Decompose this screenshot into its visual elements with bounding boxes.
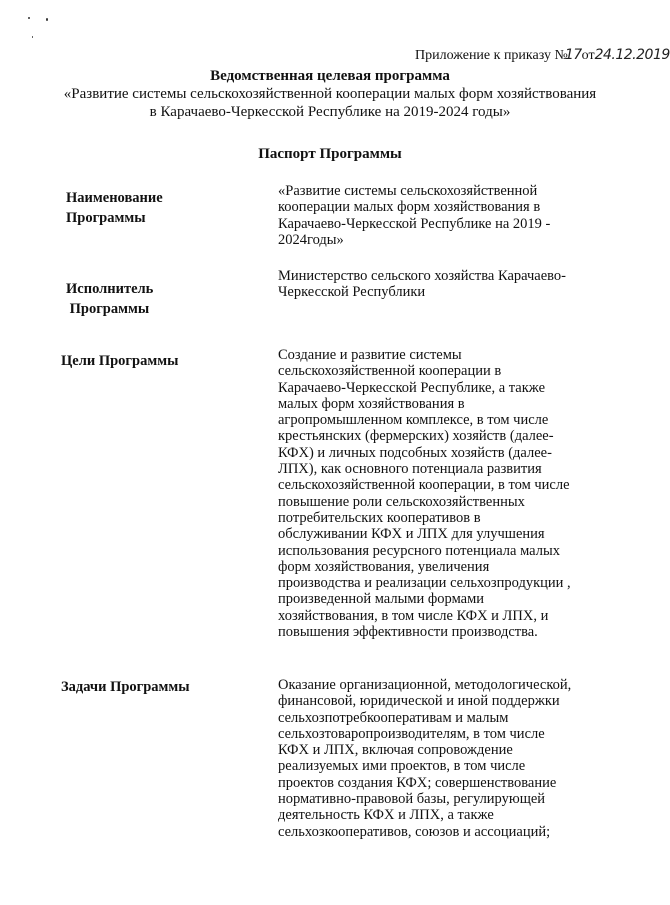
row-value-goals: Создание и развитие системы сельскохозяйственной кооперации в Карачаево-Черкесской Республике, а также малых форм хозяйствования в агропромышленном комплексе, в том числе крестьянских (фермерских) хозяйств (далее- КФХ) и личных подсобных хозяйств (далее- ЛПХ), как основного потенциала развития сельскохозяйственной кооперации, в том числе повышение роли сельскохозяйственных потребительских кооперативов в обслуживании КФХ и ЛПХ для улучшения использования ресурсного потенциала малых форм хозяйствования, увеличения производства и реализации сельхозпродукции , произведенной малыми формами хозяйствования, в том числе КФХ и ЛПХ, и повышения эффективности производства. (278, 347, 571, 641)
scan-speck (46, 18, 48, 21)
scan-speck (32, 36, 33, 38)
passport-title: Паспорт Программы (258, 146, 402, 162)
row-value-executor: Министерство сельского хозяйства Карачаево- Черкесской Республики (278, 268, 566, 301)
annex-reference (415, 47, 670, 64)
row-label-goals: Цели Программы (61, 353, 179, 369)
annex-prefix: Приложение к приказу № (415, 48, 568, 63)
order-number-handwritten: 17 (564, 47, 582, 63)
program-title: Ведомственная целевая программа (210, 68, 450, 84)
row-value-tasks: Оказание организационной, методологической, финансовой, юридической и иной поддержки сельхозпотребкооперативам и малым сельхозтоваропроизводителям, в том числе КФХ и ЛПХ, включая сопровождение реализуемых ими проектов, в том числе проектов создания КФХ; совершенствование нормативно-правовой базы, регулирующей деятельность КФХ и ЛПХ, а также сельхозкооперативов, союзов и ассоциаций; (278, 677, 572, 840)
annex-from: от (581, 48, 595, 63)
row-label-executor: Исполнитель Программы (66, 281, 154, 317)
program-subtitle: «Развитие системы сельскохозяйственной кооперации малых форм хозяйствования в Карачаево-Черкесской Республике на 2019-2024 годы» (63, 86, 597, 120)
order-date-handwritten: 24.12.2019 (594, 47, 670, 63)
scan-speck (28, 17, 30, 19)
row-label-name: Наименование Программы (66, 190, 163, 226)
row-value-name: «Развитие системы сельскохозяйственной кооперации малых форм хозяйствования в Карачаево-Черкесской Республике на 2019 - 2024годы» (278, 183, 551, 248)
row-label-tasks: Задачи Программы (61, 679, 190, 695)
